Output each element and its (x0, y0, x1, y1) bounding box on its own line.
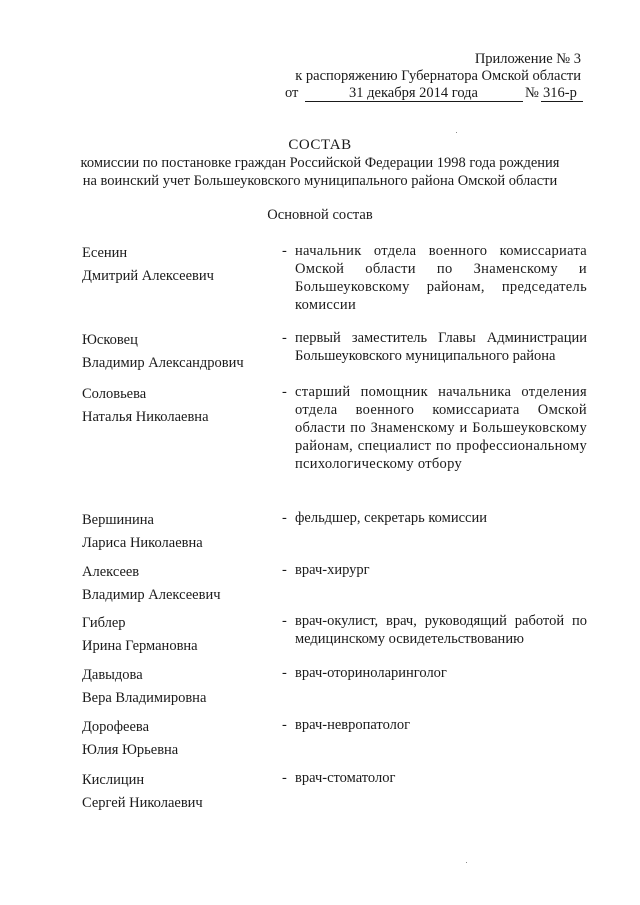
member-name (82, 769, 272, 815)
member-role: первый заместитель Главы Администрации Большеуковского муниципального района (295, 330, 587, 364)
appendix-label: Приложение № 3 (474, 51, 581, 67)
member-role: старший помощник начальника отделения отдела военного комиссариата Омской области по Знаменскому и Большеуковскому районам, специалист по профессиональному психологическому отбору (295, 384, 587, 472)
dash: - (282, 613, 287, 629)
member-surname: Вершинина (82, 512, 154, 528)
date-prefix: от (285, 85, 299, 101)
member-role: начальник отдела военного комиссариата Омской области по Знаменскому и Большеуковскому районам, председатель комиссии (295, 243, 587, 313)
member-name (82, 561, 272, 607)
member-given-name: Дмитрий Алексеевич (82, 268, 214, 284)
order-reference: к распоряжению Губернатора Омской области (295, 68, 581, 84)
order-number: 316-р (543, 85, 577, 101)
dash: - (282, 510, 287, 526)
member-name (82, 716, 272, 762)
member-given-name: Ирина Германовна (82, 638, 198, 654)
member-role: врач-оториноларинголог (295, 665, 447, 681)
number-prefix: № (525, 85, 539, 101)
scan-speck (466, 862, 467, 863)
member-role: врач-невропатолог (295, 717, 411, 733)
member-role: фельдшер, секретарь комиссии (295, 510, 487, 526)
member-name (82, 664, 272, 710)
member-given-name: Наталья Николаевна (82, 409, 209, 425)
document-subtitle-line1: комиссии по постановке граждан Российской Федерации 1998 года рождения (80, 155, 560, 171)
member-role: врач-хирург (295, 562, 370, 578)
section-title: Основной состав (267, 207, 373, 223)
dash: - (282, 330, 287, 346)
document-subtitle-line2: на воинский учет Большеуковского муниципального района Омской области (82, 173, 558, 189)
member-surname: Кислицин (82, 772, 145, 788)
member-name (82, 509, 272, 555)
member-surname: Соловьева (82, 386, 147, 402)
dash: - (282, 665, 287, 681)
member-name (82, 612, 272, 658)
member-given-name: Юлия Юрьевна (82, 742, 179, 758)
member-surname: Юсковец (82, 332, 138, 348)
member-surname: Дорофеева (82, 719, 149, 735)
member-name (82, 329, 272, 375)
dash: - (282, 384, 287, 400)
member-surname: Давыдова (82, 667, 143, 683)
dash: - (282, 243, 287, 259)
dash: - (282, 717, 287, 733)
member-name (82, 383, 272, 429)
member-surname: Алексеев (82, 564, 140, 580)
scan-speck (456, 132, 457, 133)
dash: - (282, 562, 287, 578)
dash: - (282, 770, 287, 786)
member-role: врач-стоматолог (295, 770, 396, 786)
member-given-name: Вера Владимировна (82, 690, 207, 706)
member-given-name: Владимир Алексеевич (82, 587, 221, 603)
order-date: 31 декабря 2014 года (349, 85, 478, 101)
member-given-name: Сергей Николаевич (82, 795, 203, 811)
member-surname: Есенин (82, 245, 128, 261)
member-role: врач-окулист, врач, руководящий работой по медицинскому освидетельствованию (295, 613, 587, 647)
document-title: СОСТАВ (288, 137, 352, 153)
member-surname: Гиблер (82, 615, 126, 631)
member-name (82, 242, 272, 288)
member-given-name: Лариса Николаевна (82, 535, 203, 551)
member-given-name: Владимир Александрович (82, 355, 244, 371)
